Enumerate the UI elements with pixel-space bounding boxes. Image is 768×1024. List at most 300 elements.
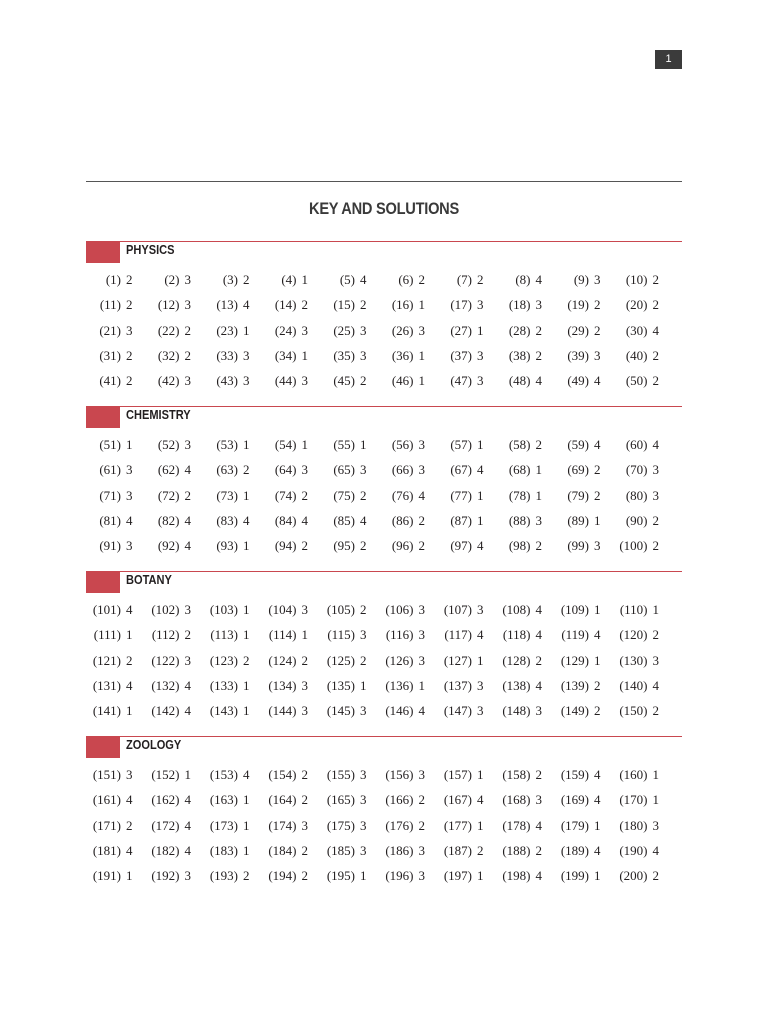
question-number: (112) <box>151 627 180 643</box>
answer-item <box>613 813 669 838</box>
answer-item <box>145 457 201 482</box>
question-number: (41) <box>99 373 121 389</box>
answer-item <box>554 457 610 482</box>
question-number: (123) <box>209 652 238 668</box>
answer-value: 4 <box>477 538 484 554</box>
question-number: (102) <box>151 602 180 617</box>
answer-value: 3 <box>652 462 659 478</box>
answer-row <box>86 343 682 368</box>
answer-value: 4 <box>184 703 191 719</box>
answer-value: 1 <box>418 347 425 363</box>
answer-value: 4 <box>418 703 425 719</box>
question-number: (91) <box>99 538 121 554</box>
answer-item <box>203 813 259 838</box>
answer-item <box>86 318 142 343</box>
answer-value: 2 <box>243 868 250 884</box>
answer-item <box>379 622 435 647</box>
question-number: (6) <box>398 272 414 287</box>
section-header <box>86 571 682 593</box>
section-header <box>86 736 682 758</box>
question-number: (188) <box>502 842 531 858</box>
question-number: (104) <box>268 602 297 617</box>
answer-value: 4 <box>360 272 367 287</box>
answer-value: 3 <box>418 767 425 782</box>
answer-item <box>437 813 493 838</box>
answer-value: 2 <box>594 487 601 503</box>
answer-value: 1 <box>360 868 367 884</box>
section-zoology <box>86 736 682 888</box>
answer-item <box>613 673 669 698</box>
question-number: (120) <box>619 627 648 643</box>
question-number: (93) <box>216 538 238 554</box>
question-number: (62) <box>157 462 180 478</box>
question-number: (55) <box>333 437 355 452</box>
answer-row <box>86 813 682 838</box>
question-number: (195) <box>326 868 355 884</box>
answer-item <box>145 762 201 787</box>
question-number: (39) <box>567 347 589 363</box>
question-number: (189) <box>560 842 589 858</box>
answer-value: 3 <box>594 538 601 554</box>
question-number: (7) <box>456 272 472 287</box>
question-number: (163) <box>209 792 238 808</box>
answer-item <box>320 863 376 888</box>
answer-item <box>554 597 610 622</box>
answer-item <box>203 368 259 393</box>
question-number: (22) <box>157 322 180 338</box>
answer-item <box>554 863 610 888</box>
answer-item <box>203 292 259 317</box>
answer-item <box>203 648 259 673</box>
answer-value: 1 <box>652 792 659 808</box>
answer-item <box>437 483 493 508</box>
answer-item <box>437 432 493 457</box>
answer-value: 2 <box>652 512 659 528</box>
question-number: (70) <box>625 462 648 478</box>
answer-grid <box>86 597 682 723</box>
answer-item <box>145 368 201 393</box>
answer-value: 3 <box>594 272 601 287</box>
answer-value: 2 <box>126 817 133 833</box>
answer-value: 3 <box>360 347 367 363</box>
answer-value: 4 <box>594 373 601 389</box>
question-number: (61) <box>99 462 121 478</box>
question-number: (25) <box>333 322 355 338</box>
answer-item <box>496 432 552 457</box>
answer-item <box>554 838 610 863</box>
answer-item <box>86 838 142 863</box>
answer-item <box>437 863 493 888</box>
question-number: (27) <box>450 322 472 338</box>
question-number: (121) <box>92 652 121 668</box>
answer-item <box>437 698 493 723</box>
answer-value: 2 <box>360 487 367 503</box>
question-number: (37) <box>450 347 472 363</box>
answer-item <box>554 762 610 787</box>
page-title: KEY AND SOLUTIONS <box>309 199 459 218</box>
question-number: (52) <box>157 437 180 452</box>
answer-value: 1 <box>243 792 250 808</box>
answer-item <box>496 267 552 292</box>
answer-item <box>320 597 376 622</box>
question-number: (16) <box>391 297 414 313</box>
answer-item <box>613 787 669 812</box>
answer-value: 4 <box>126 842 133 858</box>
answer-item <box>554 813 610 838</box>
answer-item <box>145 787 201 812</box>
answer-item <box>320 457 376 482</box>
answer-value: 4 <box>243 512 250 528</box>
answer-value: 1 <box>126 627 133 643</box>
question-number: (75) <box>333 487 355 503</box>
question-number: (95) <box>333 538 355 554</box>
answer-item <box>437 597 493 622</box>
answer-value: 3 <box>477 602 484 617</box>
answer-value: 3 <box>652 652 659 668</box>
question-number: (92) <box>157 538 180 554</box>
answer-item <box>379 673 435 698</box>
question-number: (96) <box>391 538 414 554</box>
answer-item <box>496 622 552 647</box>
answer-item <box>262 483 318 508</box>
answer-value: 4 <box>535 373 542 389</box>
answer-item <box>379 838 435 863</box>
question-number: (176) <box>385 817 414 833</box>
section-header <box>86 241 682 263</box>
answer-item <box>613 648 669 673</box>
answer-value: 2 <box>652 272 659 287</box>
question-number: (90) <box>625 512 648 528</box>
question-number: (110) <box>619 602 648 617</box>
question-number: (2) <box>164 272 180 287</box>
question-number: (173) <box>209 817 238 833</box>
answer-value: 4 <box>477 627 484 643</box>
section-title: BOTANY <box>126 572 172 587</box>
question-number: (50) <box>625 373 648 389</box>
answer-value: 1 <box>126 868 133 884</box>
question-number: (101) <box>92 602 121 617</box>
answer-item <box>203 267 259 292</box>
answer-value: 3 <box>184 297 191 313</box>
answer-row <box>86 698 682 723</box>
answer-value: 3 <box>360 703 367 719</box>
answer-value: 1 <box>594 868 601 884</box>
answer-value: 2 <box>418 817 425 833</box>
section-divider <box>120 241 682 242</box>
question-number: (43) <box>216 373 238 389</box>
answer-value: 4 <box>243 297 250 313</box>
question-number: (180) <box>619 817 648 833</box>
question-number: (125) <box>326 652 355 668</box>
answer-value: 4 <box>184 538 191 554</box>
question-number: (117) <box>444 627 472 643</box>
answer-value: 1 <box>360 437 367 452</box>
question-number: (181) <box>92 842 121 858</box>
answer-value: 3 <box>418 652 425 668</box>
question-number: (53) <box>216 437 238 452</box>
answer-value: 2 <box>535 538 542 554</box>
answer-value: 2 <box>652 373 659 389</box>
question-number: (47) <box>450 373 472 389</box>
answer-value: 1 <box>243 817 250 833</box>
answer-item <box>86 698 142 723</box>
question-number: (184) <box>268 842 297 858</box>
answer-item <box>320 762 376 787</box>
answer-item <box>203 622 259 647</box>
answer-value: 3 <box>594 347 601 363</box>
answer-value: 3 <box>126 767 133 782</box>
answer-value: 1 <box>418 297 425 313</box>
answer-value: 1 <box>243 677 250 693</box>
answer-value: 4 <box>535 677 542 693</box>
answer-value: 1 <box>535 487 542 503</box>
answer-value: 4 <box>126 512 133 528</box>
answer-item <box>496 508 552 533</box>
answer-value: 2 <box>652 627 659 643</box>
answer-item <box>554 533 610 558</box>
question-number: (31) <box>99 347 121 363</box>
answer-value: 1 <box>418 677 425 693</box>
question-number: (1) <box>105 272 121 287</box>
answer-value: 4 <box>477 462 484 478</box>
question-number: (142) <box>151 703 180 719</box>
answer-value: 1 <box>243 437 250 452</box>
answer-item <box>496 318 552 343</box>
answer-item <box>203 343 259 368</box>
answer-value: 3 <box>301 322 308 338</box>
question-number: (60) <box>625 437 648 452</box>
answer-item <box>203 673 259 698</box>
question-number: (138) <box>502 677 531 693</box>
answer-item <box>379 292 435 317</box>
question-number: (4) <box>281 272 297 287</box>
answer-value: 2 <box>652 347 659 363</box>
answer-item <box>86 673 142 698</box>
answer-value: 4 <box>535 602 542 617</box>
question-number: (149) <box>560 703 589 719</box>
answer-value: 2 <box>243 462 250 478</box>
question-number: (109) <box>560 602 589 617</box>
answer-value: 2 <box>360 602 367 617</box>
question-number: (199) <box>560 868 589 884</box>
answer-item <box>86 813 142 838</box>
answer-item <box>496 838 552 863</box>
answer-item <box>262 762 318 787</box>
answer-value: 3 <box>360 842 367 858</box>
question-number: (105) <box>326 602 355 617</box>
question-number: (166) <box>385 792 414 808</box>
section-divider <box>120 406 682 407</box>
answer-value: 3 <box>243 347 250 363</box>
question-number: (3) <box>222 272 238 287</box>
answer-item <box>145 318 201 343</box>
question-number: (114) <box>268 627 297 643</box>
answer-value: 2 <box>126 652 133 668</box>
answer-item <box>86 622 142 647</box>
question-number: (164) <box>268 792 297 808</box>
answer-item <box>203 432 259 457</box>
answer-row <box>86 292 682 317</box>
answer-item <box>86 368 142 393</box>
answer-item <box>262 597 318 622</box>
question-number: (87) <box>450 512 472 528</box>
answer-value: 4 <box>652 842 659 858</box>
answer-item <box>379 318 435 343</box>
question-number: (66) <box>391 462 414 478</box>
answer-value: 2 <box>301 767 308 782</box>
question-number: (158) <box>502 767 531 782</box>
answer-value: 2 <box>301 792 308 808</box>
answer-item <box>496 698 552 723</box>
answer-value: 3 <box>184 868 191 884</box>
answer-value: 1 <box>594 652 601 668</box>
answer-item <box>379 533 435 558</box>
answer-item <box>262 432 318 457</box>
question-number: (99) <box>567 538 589 554</box>
answer-value: 3 <box>418 322 425 338</box>
answer-item <box>320 533 376 558</box>
section-physics <box>86 241 682 393</box>
answer-value: 1 <box>477 487 484 503</box>
question-number: (118) <box>502 627 531 643</box>
answer-value: 2 <box>652 868 659 884</box>
answer-item <box>379 597 435 622</box>
answer-item <box>320 483 376 508</box>
answer-item <box>86 432 142 457</box>
answer-item <box>262 622 318 647</box>
answer-item <box>613 432 669 457</box>
answer-row <box>86 368 682 393</box>
question-number: (119) <box>561 627 589 643</box>
answer-item <box>86 457 142 482</box>
answer-item <box>437 457 493 482</box>
question-number: (33) <box>216 347 238 363</box>
answer-item <box>379 267 435 292</box>
question-number: (131) <box>92 677 121 693</box>
answer-item <box>613 838 669 863</box>
answer-row <box>86 483 682 508</box>
question-number: (83) <box>216 512 238 528</box>
answer-item <box>320 508 376 533</box>
question-number: (185) <box>326 842 355 858</box>
answer-value: 2 <box>184 347 191 363</box>
question-number: (161) <box>92 792 121 808</box>
answer-grid <box>86 762 682 888</box>
answer-value: 3 <box>301 373 308 389</box>
answer-item <box>554 508 610 533</box>
question-number: (5) <box>339 272 355 287</box>
question-number: (135) <box>326 677 355 693</box>
question-number: (86) <box>391 512 414 528</box>
question-number: (196) <box>385 868 414 884</box>
answer-value: 1 <box>418 373 425 389</box>
answer-item <box>437 787 493 812</box>
question-number: (170) <box>619 792 648 808</box>
answer-item <box>379 648 435 673</box>
answer-value: 1 <box>477 437 484 452</box>
question-number: (143) <box>209 703 238 719</box>
answer-item <box>86 292 142 317</box>
answer-item <box>437 508 493 533</box>
question-number: (128) <box>502 652 531 668</box>
question-number: (129) <box>560 652 589 668</box>
answer-item <box>262 267 318 292</box>
answer-item <box>262 508 318 533</box>
section-marker <box>86 241 120 263</box>
question-number: (200) <box>619 868 648 884</box>
answer-value: 2 <box>477 272 484 287</box>
question-number: (72) <box>157 487 180 503</box>
answer-value: 3 <box>418 868 425 884</box>
question-number: (198) <box>502 868 531 884</box>
answer-item <box>86 762 142 787</box>
answer-value: 3 <box>360 767 367 782</box>
question-number: (139) <box>560 677 589 693</box>
answer-value: 4 <box>184 512 191 528</box>
question-number: (35) <box>333 347 355 363</box>
question-number: (57) <box>450 437 472 452</box>
answer-value: 2 <box>243 272 250 287</box>
answer-item <box>437 267 493 292</box>
answer-value: 2 <box>301 538 308 554</box>
question-number: (136) <box>385 677 414 693</box>
question-number: (100) <box>619 538 648 554</box>
question-number: (28) <box>508 322 531 338</box>
question-number: (130) <box>619 652 648 668</box>
answer-item <box>613 597 669 622</box>
answer-item <box>262 318 318 343</box>
answer-item <box>145 838 201 863</box>
section-header <box>86 406 682 428</box>
answer-item <box>320 813 376 838</box>
answer-item <box>496 648 552 673</box>
question-number: (178) <box>502 817 531 833</box>
question-number: (153) <box>209 767 238 782</box>
answer-item <box>86 597 142 622</box>
question-number: (84) <box>274 512 297 528</box>
answer-item <box>613 267 669 292</box>
question-number: (67) <box>450 462 472 478</box>
answer-value: 3 <box>126 538 133 554</box>
answer-item <box>613 457 669 482</box>
answer-item <box>320 318 376 343</box>
answer-value: 3 <box>301 677 308 693</box>
question-number: (98) <box>508 538 531 554</box>
answer-item <box>86 648 142 673</box>
question-number: (197) <box>443 868 472 884</box>
answer-item <box>613 622 669 647</box>
answer-item <box>554 318 610 343</box>
answer-value: 4 <box>184 792 191 808</box>
answer-value: 2 <box>594 297 601 313</box>
answer-item <box>86 787 142 812</box>
answer-value: 2 <box>184 627 191 643</box>
answer-item <box>86 343 142 368</box>
answer-item <box>496 368 552 393</box>
answer-item <box>613 483 669 508</box>
answer-item <box>145 597 201 622</box>
answer-value: 2 <box>594 677 601 693</box>
answer-value: 4 <box>652 322 659 338</box>
answer-value: 2 <box>243 652 250 668</box>
answer-value: 3 <box>126 487 133 503</box>
answer-item <box>262 292 318 317</box>
section-marker <box>86 571 120 593</box>
answer-item <box>437 622 493 647</box>
answer-value: 3 <box>301 462 308 478</box>
answer-item <box>554 648 610 673</box>
question-number: (183) <box>209 842 238 858</box>
